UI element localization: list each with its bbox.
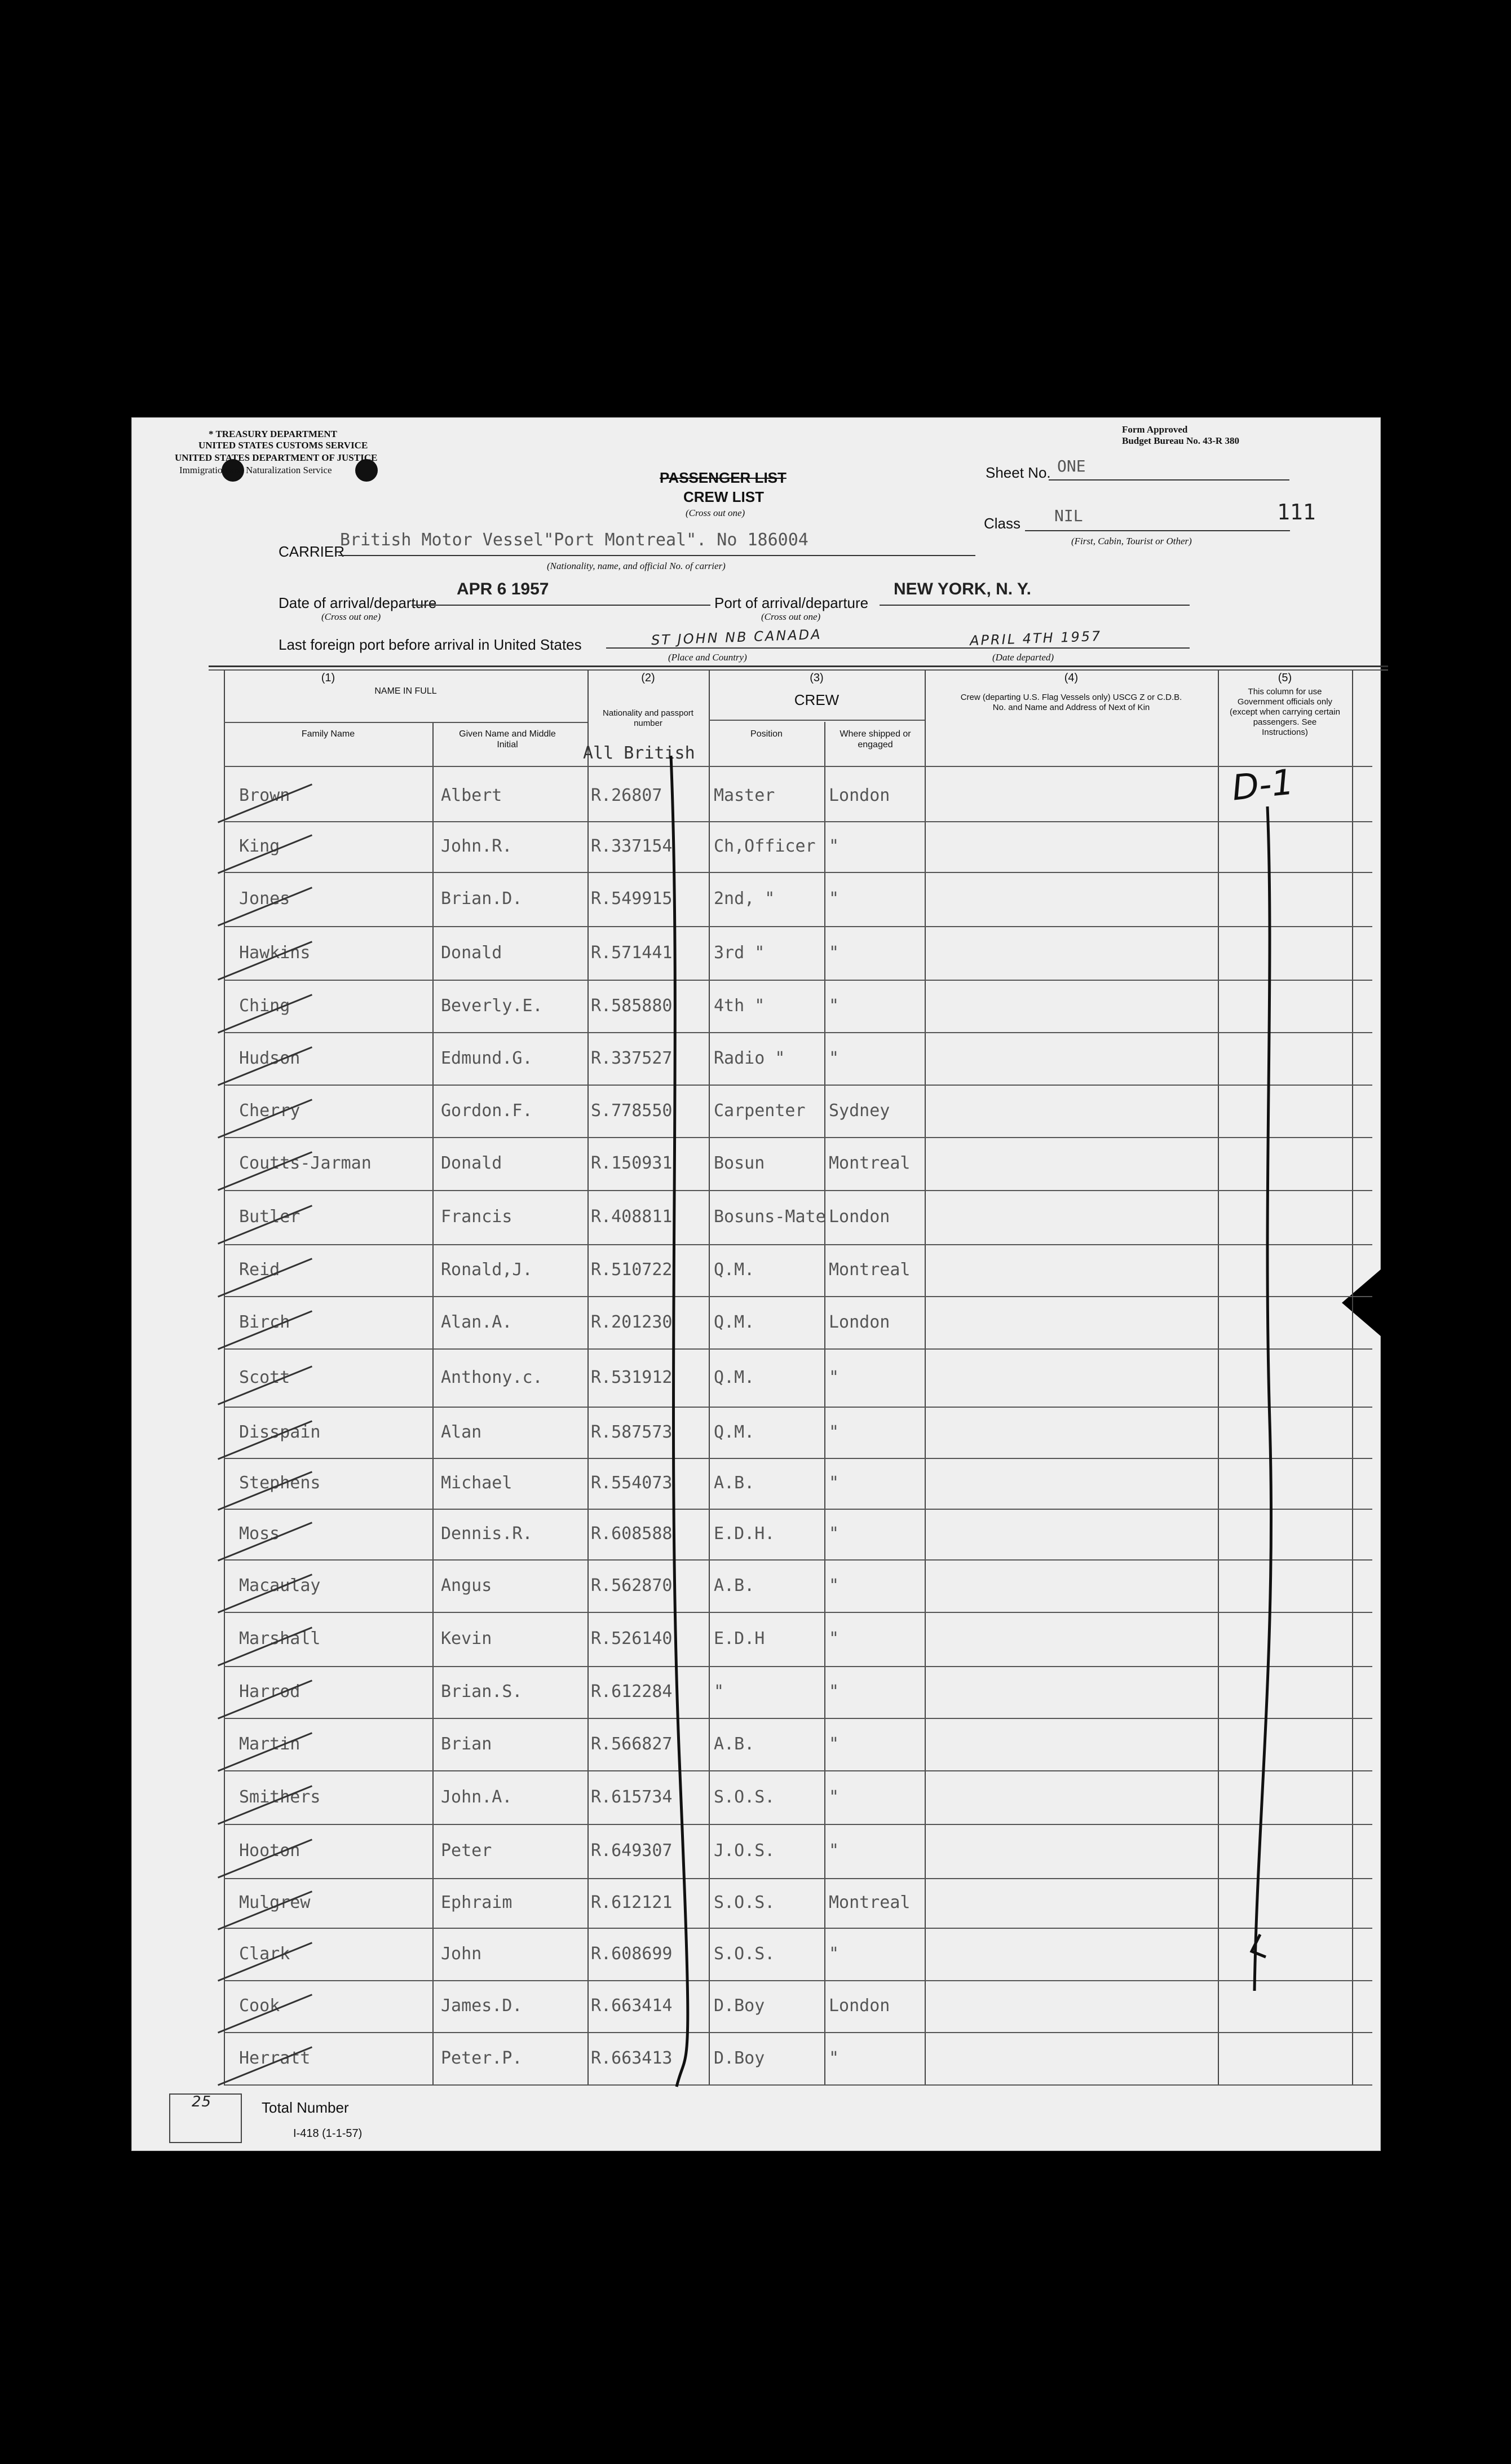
crew-family-name: Hooton xyxy=(239,1841,301,1861)
crew-position: D.Boy xyxy=(714,2048,765,2068)
crew-passport: R.337527 xyxy=(591,1048,673,1068)
crew-passport: R.531912 xyxy=(591,1367,673,1387)
col3-position-header: Position xyxy=(750,729,783,739)
nationality-ditto-line xyxy=(665,744,699,2098)
crew-passport: R.587573 xyxy=(591,1422,673,1442)
col-line xyxy=(587,670,589,2084)
row-rule xyxy=(224,2084,1372,2086)
crew-family-name: Ching xyxy=(239,995,290,1016)
crew-given-name: Peter.P. xyxy=(441,2048,523,2068)
crew-position: Ch,Officer xyxy=(714,836,816,856)
crew-position: 3rd " xyxy=(714,942,765,963)
crew-passport: S.778550 xyxy=(591,1100,673,1121)
crew-where-shipped: " xyxy=(829,1841,840,1861)
table-top-rule-2 xyxy=(209,669,1388,671)
row-rule xyxy=(224,1509,1372,1510)
crew-position: 2nd, " xyxy=(714,889,775,909)
port-caption: (Cross out one) xyxy=(761,611,821,622)
arrival-date-stamp: APR 6 1957 xyxy=(457,580,549,598)
crew-where-shipped: " xyxy=(829,2048,840,2068)
crew-given-name: James.D. xyxy=(441,1996,523,2016)
crew-given-name: Alan xyxy=(441,1422,482,1442)
crew-where-shipped: Sydney xyxy=(829,1100,890,1121)
col1-sub-rule xyxy=(224,722,587,723)
crew-family-name: Stephens xyxy=(239,1473,321,1493)
crew-passport: R.612284 xyxy=(591,1682,673,1702)
crew-given-name: Alan.A. xyxy=(441,1312,512,1332)
crew-given-name: Ephraim xyxy=(441,1893,512,1912)
departed-handwritten: APRIL 4TH 1957 xyxy=(969,628,1102,649)
crew-given-name: Kevin xyxy=(441,1629,492,1648)
crew-family-name: Moss xyxy=(239,1524,280,1544)
crew-where-shipped: " xyxy=(829,889,840,909)
crew-passport: R.337154 xyxy=(591,836,673,856)
last-port-caption: (Place and Country) xyxy=(668,652,747,663)
row-rule xyxy=(224,1407,1372,1408)
last-port-label: Last foreign port before arrival in United States xyxy=(279,636,582,653)
crew-passport: R.408811 xyxy=(591,1207,673,1227)
crew-position: S.O.S. xyxy=(714,1943,775,1964)
crew-passport: R.612121 xyxy=(591,1893,673,1912)
port-underline xyxy=(880,605,1190,606)
sheet-value: ONE xyxy=(1057,457,1086,475)
row-rule xyxy=(224,872,1372,873)
form-approved: Form Approved xyxy=(1122,424,1188,435)
row-rule xyxy=(224,926,1372,927)
crew-position: S.O.S. xyxy=(714,1787,775,1807)
row-rule xyxy=(224,1085,1372,1086)
sheet-label: Sheet No. xyxy=(986,464,1051,481)
crew-position: E.D.H xyxy=(714,1629,765,1648)
crew-passport: R.649307 xyxy=(591,1841,673,1861)
nationality-all-british: All British xyxy=(583,743,695,763)
dept-line-1: * TREASURY DEPARTMENT xyxy=(209,429,338,439)
crew-where-shipped: London xyxy=(829,1312,890,1332)
crew-position: " xyxy=(714,1682,724,1702)
row-rule xyxy=(224,1612,1372,1613)
crew-given-name: Ronald,J. xyxy=(441,1260,533,1280)
carrier-value: British Motor Vessel"Port Montreal". No 186004 xyxy=(340,530,808,550)
crew-where-shipped: " xyxy=(829,1524,840,1544)
arrival-date-label: Date of arrival/departure xyxy=(279,594,437,611)
col5-num: (5) xyxy=(1278,672,1292,684)
row-rule xyxy=(224,1928,1372,1929)
crew-given-name: Francis xyxy=(441,1207,512,1227)
dept-line-4: Immigration and Naturalization Service xyxy=(179,465,332,475)
crew-passport: R.201230 xyxy=(591,1312,673,1332)
crew-family-name: Herratt xyxy=(239,2048,311,2068)
total-label: Total Number xyxy=(262,2099,349,2116)
col-line xyxy=(709,670,710,2084)
table-top-rule xyxy=(209,665,1388,667)
crew-family-name: Coutts-Jarman xyxy=(239,1153,372,1173)
crew-position: Q.M. xyxy=(714,1367,755,1387)
crew-where-shipped: London xyxy=(829,785,890,805)
crew-given-name: Gordon.F. xyxy=(441,1100,533,1121)
row-rule xyxy=(224,1348,1372,1350)
sheet-underline xyxy=(1049,479,1289,481)
row-rule xyxy=(224,1458,1372,1459)
col3-where-header: Where shipped or engaged xyxy=(840,729,911,750)
crew-where-shipped: " xyxy=(829,1575,840,1595)
total-value: 25 xyxy=(192,2093,212,2110)
crew-given-name: Edmund.G. xyxy=(441,1048,533,1068)
crew-given-name: Brian.D. xyxy=(441,889,523,909)
crew-given-name: Anthony.c. xyxy=(441,1367,543,1387)
crew-position: Q.M. xyxy=(714,1422,755,1442)
crew-passport: R.615734 xyxy=(591,1787,673,1807)
crew-where-shipped: Montreal xyxy=(829,1260,911,1280)
row-rule xyxy=(224,1878,1372,1879)
budget-bureau: Budget Bureau No. 43-R 380 xyxy=(1122,435,1239,446)
class-underline xyxy=(1025,530,1290,531)
col1-num: (1) xyxy=(321,672,335,684)
col-line xyxy=(925,670,926,2084)
passenger-list-crossed: PASSENGER LIST xyxy=(660,469,787,486)
crew-passport: R.608588 xyxy=(591,1524,673,1544)
last-port-underline xyxy=(606,647,1190,649)
crew-given-name: Angus xyxy=(441,1575,492,1595)
crew-passport: R.150931 xyxy=(591,1153,673,1173)
row-rule xyxy=(224,1980,1372,1981)
crew-position: S.O.S. xyxy=(714,1893,775,1912)
row-rule xyxy=(224,821,1372,822)
crew-passport: R.510722 xyxy=(591,1260,673,1280)
crew-given-name: Beverly.E. xyxy=(441,995,543,1016)
col3-title: CREW xyxy=(794,691,840,708)
crew-passport: R.554073 xyxy=(591,1473,673,1493)
crew-family-name: Harrod xyxy=(239,1682,301,1702)
crew-where-shipped: " xyxy=(829,1048,840,1068)
crew-where-shipped: " xyxy=(829,1682,840,1702)
col-line xyxy=(224,670,225,2084)
form-number: I-418 (1-1-57) xyxy=(293,2127,363,2140)
crew-where-shipped: " xyxy=(829,1943,840,1964)
crew-where-shipped: " xyxy=(829,1734,840,1754)
crew-position: Q.M. xyxy=(714,1260,755,1280)
crew-where-shipped: Montreal xyxy=(829,1893,911,1912)
crew-where-shipped: " xyxy=(829,995,840,1016)
crew-position: D.Boy xyxy=(714,1996,765,2016)
crew-position: Bosuns-Mate xyxy=(714,1207,826,1227)
last-port-handwritten: ST JOHN NB CANADA xyxy=(651,626,823,649)
crew-family-name: Macaulay xyxy=(239,1575,321,1595)
carrier-underline xyxy=(338,555,975,556)
crew-family-name: Hudson xyxy=(239,1048,301,1068)
crew-given-name: John.R. xyxy=(441,836,512,856)
col1-family-header: Family Name xyxy=(301,729,355,739)
crew-where-shipped: Montreal xyxy=(829,1153,911,1173)
crew-list-title: CREW LIST xyxy=(683,488,764,505)
cross-out-note: (Cross out one) xyxy=(686,508,745,518)
row-rule xyxy=(224,1559,1372,1561)
row-rule xyxy=(224,1770,1372,1771)
crew-passport: R.566827 xyxy=(591,1734,673,1754)
col-line xyxy=(1352,670,1353,2084)
row-rule xyxy=(224,1824,1372,1825)
crew-where-shipped: " xyxy=(829,1787,840,1807)
header-bottom-rule xyxy=(224,766,1372,767)
crew-given-name: John.A. xyxy=(441,1787,512,1807)
row-rule xyxy=(224,1190,1372,1191)
crew-given-name: Michael xyxy=(441,1473,512,1493)
crew-where-shipped: " xyxy=(829,836,840,856)
crew-passport: R.663414 xyxy=(591,1996,673,2016)
crew-family-name: Reid xyxy=(239,1260,280,1280)
row-rule xyxy=(224,980,1372,981)
row-rule xyxy=(224,1137,1372,1138)
dept-line-2: UNITED STATES CUSTOMS SERVICE xyxy=(198,440,368,451)
row-rule xyxy=(224,1718,1372,1719)
crew-family-name: Cherry xyxy=(239,1100,301,1121)
col4-num: (4) xyxy=(1064,672,1079,684)
crew-given-name: Albert xyxy=(441,785,502,805)
row-rule xyxy=(224,1244,1372,1245)
crew-passport: R.585880 xyxy=(591,995,673,1016)
row-rule xyxy=(224,2032,1372,2033)
crew-given-name: Brian.S. xyxy=(441,1682,523,1702)
official-mark: D-1 xyxy=(1230,761,1296,809)
crew-family-name: Birch xyxy=(239,1312,290,1332)
crew-family-name: King xyxy=(239,836,280,856)
crew-family-name: Scott xyxy=(239,1367,290,1387)
ditto-line xyxy=(1235,801,1302,2098)
crew-passport: R.663413 xyxy=(591,2048,673,2068)
col1-title: NAME IN FULL xyxy=(374,686,437,696)
crew-position: Radio " xyxy=(714,1048,785,1068)
crew-position: E.D.H. xyxy=(714,1524,775,1544)
crew-passport: R.562870 xyxy=(591,1575,673,1595)
crew-position: A.B. xyxy=(714,1575,755,1595)
crew-position: Carpenter xyxy=(714,1100,806,1121)
crew-where-shipped: " xyxy=(829,1473,840,1493)
col3-sub-rule xyxy=(709,720,925,721)
crew-family-name: Hawkins xyxy=(239,942,311,963)
dept-line-3: UNITED STATES DEPARTMENT OF JUSTICE xyxy=(175,452,378,463)
crew-family-name: Cook xyxy=(239,1996,280,2016)
row-rule xyxy=(224,1032,1372,1033)
crew-given-name: Dennis.R. xyxy=(441,1524,533,1544)
col2-title: Nationality and passport number xyxy=(603,708,693,728)
crew-family-name: Martin xyxy=(239,1734,301,1754)
crew-family-name: Mulgrew xyxy=(239,1893,311,1912)
crew-passport: R.571441 xyxy=(591,942,673,963)
crew-position: J.O.S. xyxy=(714,1841,775,1861)
crew-family-name: Marshall xyxy=(239,1629,321,1648)
crew-given-name: Peter xyxy=(441,1841,492,1861)
crew-given-name: John xyxy=(441,1943,482,1964)
crew-family-name: Smithers xyxy=(239,1787,321,1807)
crew-position: A.B. xyxy=(714,1734,755,1754)
arrival-date-caption: (Cross out one) xyxy=(321,611,381,622)
page-number: 111 xyxy=(1277,500,1316,524)
crew-position: 4th " xyxy=(714,995,765,1016)
row-rule xyxy=(224,1666,1372,1667)
crew-family-name: Butler xyxy=(239,1207,301,1227)
col3-num: (3) xyxy=(810,672,824,684)
crew-family-name: Disspain xyxy=(239,1422,321,1442)
crew-position: Q.M. xyxy=(714,1312,755,1332)
crew-passport: R.26807 xyxy=(591,785,662,805)
crew-where-shipped: " xyxy=(829,1367,840,1387)
col5-title: This column for use Government officials only (except when carrying certain passengers. See Instructions) xyxy=(1230,687,1340,737)
col4-title: Crew (departing U.S. Flag Vessels only) USCG Z or C.D.B. No. and Name and Address of Next of Kin xyxy=(960,693,1182,712)
col2-num: (2) xyxy=(641,672,655,684)
crew-passport: R.549915 xyxy=(591,889,673,909)
carrier-caption: (Nationality, name, and official No. of carrier) xyxy=(547,561,726,571)
carrier-label: CARRIER xyxy=(279,543,345,560)
col1-given-header: Given Name and Middle Initial xyxy=(459,729,556,750)
crew-position: A.B. xyxy=(714,1473,755,1493)
paper-tear xyxy=(1342,1269,1381,1337)
crew-passport: R.608699 xyxy=(591,1943,673,1964)
port-label: Port of arrival/departure xyxy=(714,594,869,611)
crew-passport: R.526140 xyxy=(591,1629,673,1648)
crew-where-shipped: " xyxy=(829,942,840,963)
port-stamp: NEW YORK, N. Y. xyxy=(894,580,1031,598)
crew-position: Bosun xyxy=(714,1153,765,1173)
arrival-date-underline xyxy=(412,605,710,606)
crew-where-shipped: " xyxy=(829,1629,840,1648)
crew-where-shipped: " xyxy=(829,1422,840,1442)
class-caption: (First, Cabin, Tourist or Other) xyxy=(1071,536,1192,546)
class-label: Class xyxy=(984,515,1021,532)
crew-where-shipped: London xyxy=(829,1996,890,2016)
crew-given-name: Donald xyxy=(441,942,502,963)
crew-position: Master xyxy=(714,785,775,805)
row-rule xyxy=(224,1296,1372,1297)
class-value: NIL xyxy=(1054,506,1083,525)
crew-family-name: Brown xyxy=(239,785,290,805)
crew-family-name: Jones xyxy=(239,889,290,909)
crew-given-name: Donald xyxy=(441,1153,502,1173)
col-line xyxy=(1218,670,1219,2084)
departed-caption: (Date departed) xyxy=(992,652,1054,663)
crew-family-name: Clark xyxy=(239,1943,290,1964)
crew-where-shipped: London xyxy=(829,1207,890,1227)
crew-given-name: Brian xyxy=(441,1734,492,1754)
